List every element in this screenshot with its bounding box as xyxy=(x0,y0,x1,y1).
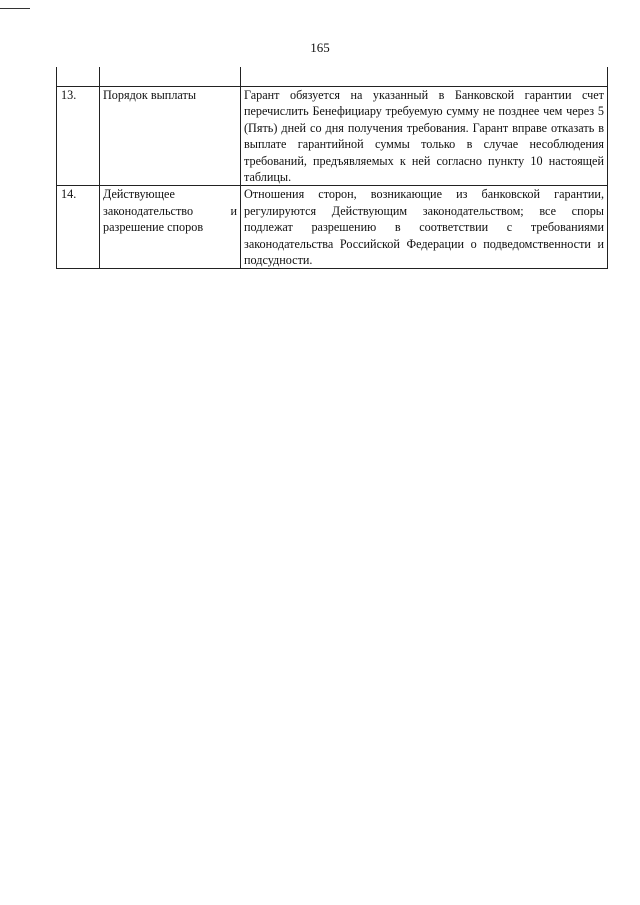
table-cell xyxy=(241,67,608,87)
row-number-text: 13. xyxy=(61,88,77,102)
row-number-text: 14. xyxy=(61,187,77,202)
table-cell xyxy=(100,67,241,87)
row-description-text: Отношения сторон, возникающие из банковской гарантии, регулируются Действующим законодательством; все споры подлежат разрешению в соответствии с требованиями законодательства Российской Федерации о подведомственности и подсудности. xyxy=(244,187,604,268)
table-cell xyxy=(57,67,100,87)
row-description-text: Гарант обязуется на указанный в Банковской гарантии счет перечислить Бенефициару требуемую сумму не позднее чем через 5 (Пять) дней со дня получения требования. Гарант вправе отказать в выплате гарантийной суммы только в случае несоблюдения требований, предъявляемых к ней согласно пункту 10 настоящей таблицы. xyxy=(244,88,604,185)
row-title-line-1: Действующее xyxy=(103,187,175,202)
row-description xyxy=(241,87,608,186)
row-title xyxy=(100,87,241,186)
table-row xyxy=(57,87,608,186)
row-number xyxy=(57,87,100,186)
row-number xyxy=(57,186,100,269)
row-title-text: Порядок выплаты xyxy=(103,88,197,102)
page-number: 165 xyxy=(310,40,330,55)
table-row-continuation xyxy=(57,67,608,87)
row-title xyxy=(100,186,241,269)
row-description xyxy=(241,186,608,269)
table-row xyxy=(57,186,608,269)
row-title-line-2 xyxy=(103,203,237,219)
scan-artifact-line xyxy=(0,8,30,9)
row-title-line-2-word: законодательство xyxy=(103,203,194,218)
row-title-line-3: разрешение споров xyxy=(103,220,204,235)
document-table xyxy=(56,67,608,269)
row-title-line-2-conjunction: и xyxy=(230,203,237,218)
